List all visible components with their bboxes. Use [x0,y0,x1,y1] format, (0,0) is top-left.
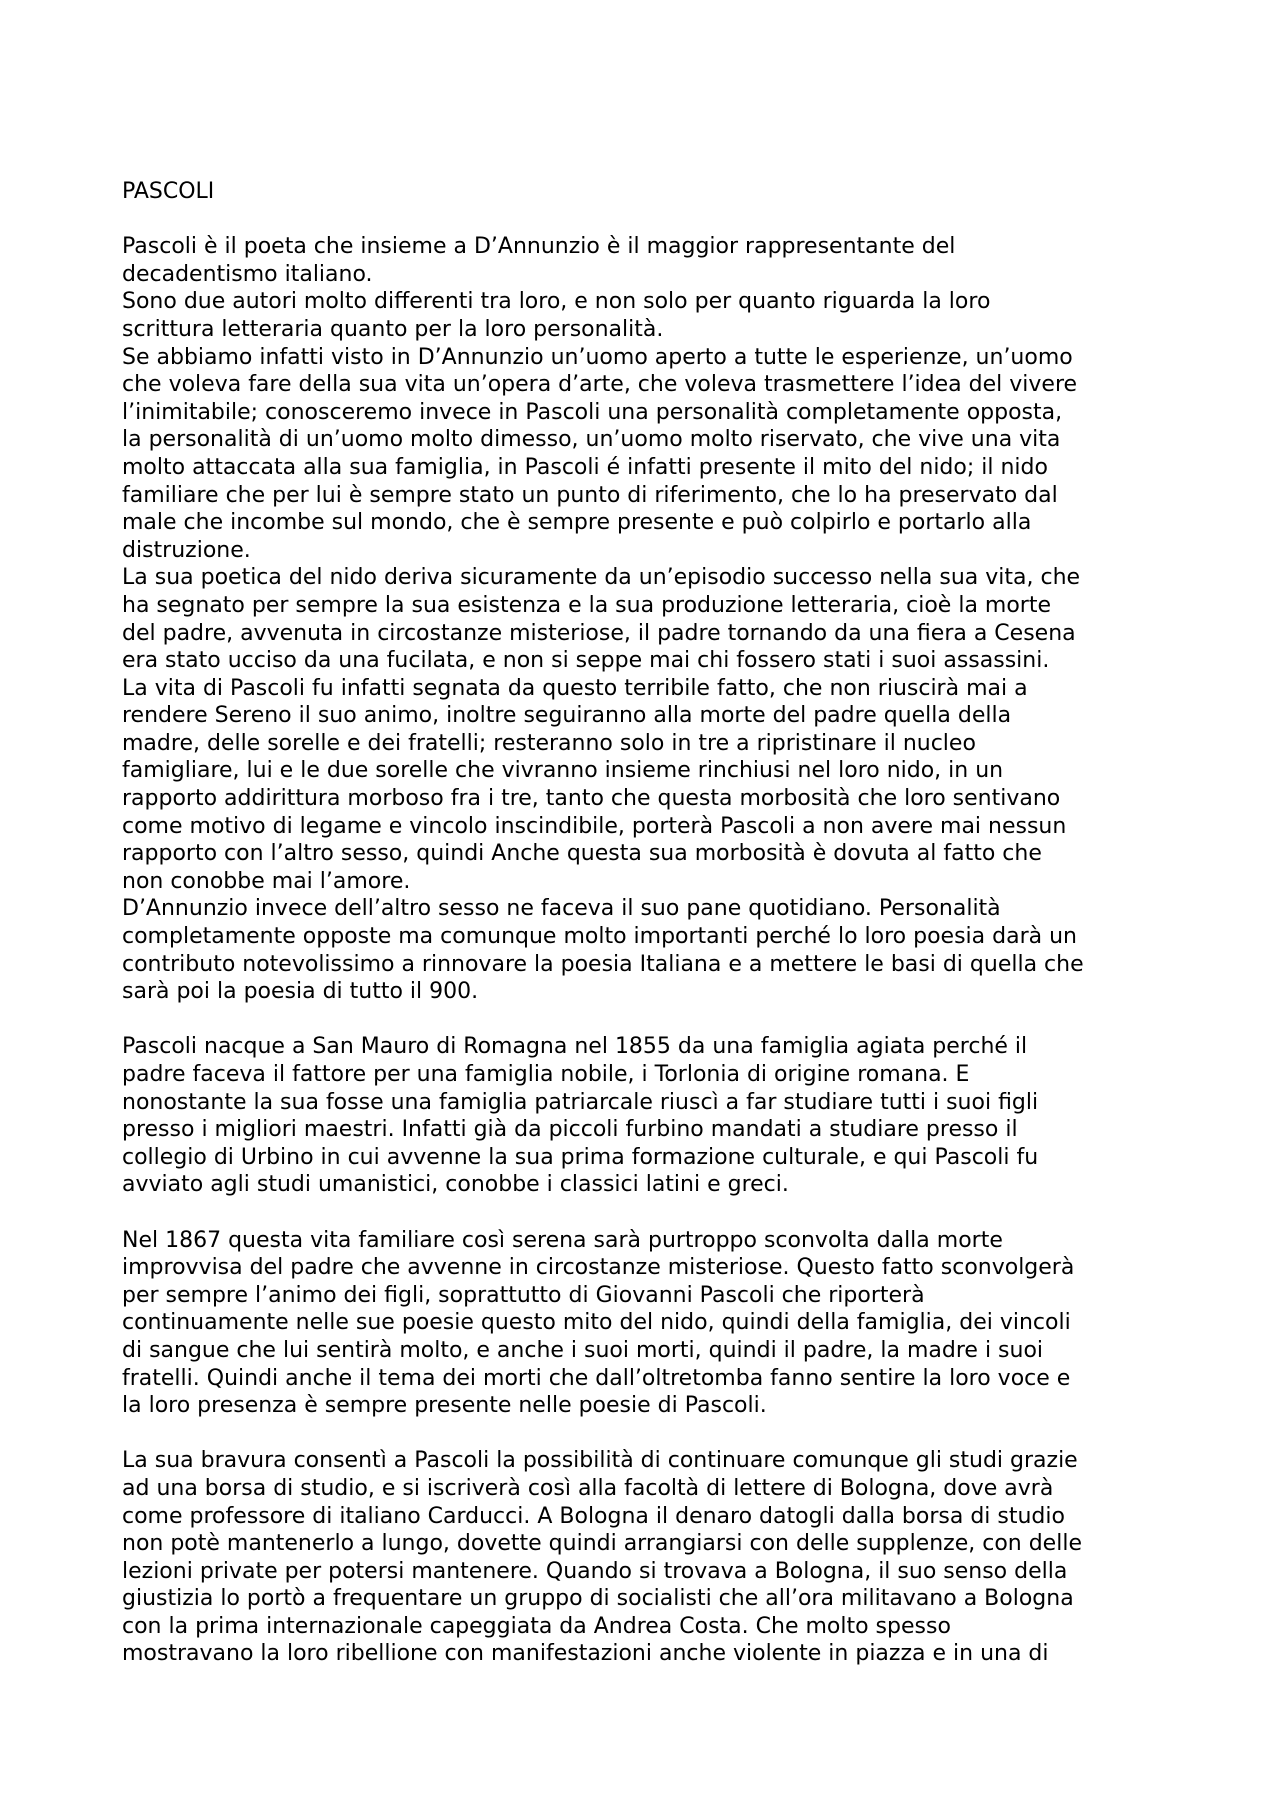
text-line: La sua bravura consentì a Pascoli la possibilità di continuare comunque gli studi grazie [122,1448,1078,1474]
text-line: mostravano la loro ribellione con manifestazioni anche violente in piazza e in una di [122,1641,1049,1667]
document-page [122,178,1178,1696]
text-line: del padre, avvenuta in circostanze misteriose, il padre tornando da una fiera a Cesena [122,620,1076,646]
text-line: rendere Sereno il suo animo, inoltre seguiranno alla morte del padre quella della [122,703,1012,729]
text-line: ha segnato per sempre la sua esistenza e la sua produzione letteraria, cioè la morte [122,592,1052,618]
text-line: Pascoli è il poeta che insieme a D’Annunzio è il maggior rappresentante del [122,234,956,260]
paragraph-intro [122,233,1178,1006]
text-line: di sangue che lui sentirà molto, e anche i suoi morti, quindi il padre, la madre i suoi [122,1337,1044,1363]
paragraph-birth [122,1033,1178,1199]
text-line: madre, delle sorelle e dei fratelli; resteranno solo in tre a ripristinare il nucleo [122,730,976,756]
text-line: padre faceva il fattore per una famiglia nobile, i Torlonia di origine romana. E [122,1062,970,1087]
text-line: La vita di Pascoli fu infatti segnata da questo terribile fatto, che non riuscirà mai a [122,675,1028,701]
text-line: non conobbe mai l’amore. [122,868,411,894]
text-line: che voleva fare della sua vita un’opera d’arte, che voleva trasmettere l’idea del vivere [122,372,1078,398]
text-line: rapporto con l’altro sesso, quindi Anche questa sua morbosità è dovuta al fatto che [122,841,1042,867]
text-line: come professore di italiano Carducci. A Bologna il denaro datogli dalla borsa di studio [122,1503,1065,1529]
text-line: familiare che per lui è sempre stato un punto di riferimento, che lo ha preservato dal [122,482,1058,508]
text-line: l’inimitabile; conosceremo invece in Pascoli una personalità completamente opposta, [122,399,1063,425]
text-line: fratelli. Quindi anche il tema dei morti che dall’oltretomba fanno sentire la loro voce e [122,1365,1071,1391]
text-line: decadentismo italiano. [122,261,373,287]
text-line: era stato ucciso da una fucilata, e non si seppe mai chi fossero stati i suoi assassini. [122,648,1050,674]
text-line: sarà poi la poesia di tutto il 900. [122,979,479,1005]
text-line: Sono due autori molto differenti tra loro, e non solo per quanto riguarda la loro [122,289,991,315]
text-line: Nel 1867 questa vita familiare così serena sarà purtroppo sconvolta dalla morte [122,1227,1003,1253]
text-line: distruzione. [122,537,251,563]
text-line: per sempre l’animo dei figli, soprattutto di Giovanni Pascoli che riporterà [122,1282,925,1308]
text-line: contributo notevolissimo a rinnovare la poesia Italiana e a mettere le basi di quella che [122,951,1084,977]
text-line: lezioni private per potersi mantenere. Quando si trovava a Bologna, il suo senso della [122,1558,1068,1584]
text-line: la loro presenza è sempre presente nelle poesie di Pascoli. [122,1393,767,1419]
text-line: con la prima internazionale capeggiata da Andrea Costa. Che molto spesso [122,1613,951,1639]
text-line: la personalità di un’uomo molto dimesso, un’uomo molto riservato, che vive una vita [122,427,1061,453]
text-line: continuamente nelle sue poesie questo mito del nido, quindi della famiglia, dei vincoli [122,1310,1071,1336]
text-line: Pascoli nacque a San Mauro di Romagna nel 1855 da una famiglia agiata perché il [122,1034,1028,1060]
paragraph-1867 [122,1227,1178,1420]
text-line: D’Annunzio invece dell’altro sesso ne faceva il suo pane quotidiano. Personalità [122,896,1001,922]
text-line: scrittura letteraria quanto per la loro personalità. [122,316,664,342]
text-line: famigliare, lui e le due sorelle che vivranno insieme rinchiusi nel loro nido, in un [122,758,1004,784]
text-line: giustizia lo portò a frequentare un gruppo di socialisti che all’ora militavano a Bologna [122,1586,1074,1612]
document-title: PASCOLI [122,179,215,204]
text-line: molto attaccata alla sua famiglia, in Pascoli é infatti presente il mito del nido; il nido [122,454,1048,480]
text-line: rapporto addirittura morboso fra i tre, tanto che questa morbosità che loro sentivano [122,786,1061,812]
text-line: improvvisa del padre che avvenne in circostanze misteriose. Questo fatto sconvolgerà [122,1255,1075,1281]
text-line: come motivo di legame e vincolo inscindibile, porterà Pascoli a non avere mai nessun [122,813,1067,839]
text-line: Se abbiamo infatti visto in D’Annunzio un’uomo aperto a tutte le esperienze, un’uomo [122,344,1073,370]
text-line: presso i migliori maestri. Infatti già da piccoli furbino mandati a studiare presso il [122,1117,1018,1143]
text-line: non potè mantenerlo a lungo, dovette quindi arrangiarsi con delle supplenze, con delle [122,1531,1082,1557]
text-line: ad una borsa di studio, e si iscriverà così alla facoltà di lettere di Bologna, dove avrà [122,1475,1054,1501]
text-line: completamente opposte ma comunque molto importanti perché lo loro poesia darà un [122,924,1077,950]
paragraph-bologna [122,1447,1178,1668]
text-line: avviato agli studi umanistici, conobbe i classici latini e greci. [122,1172,789,1198]
text-line: nonostante la sua fosse una famiglia patriarcale riuscì a far studiare tutti i suoi figli [122,1089,1039,1115]
text-line: male che incombe sul mondo, che è sempre presente e può colpirlo e portarlo alla [122,510,1032,536]
text-line: La sua poetica del nido deriva sicuramente da un’episodio successo nella sua vita, che [122,565,1081,591]
text-line: collegio di Urbino in cui avvenne la sua prima formazione culturale, e qui Pascoli fu [122,1144,1039,1170]
